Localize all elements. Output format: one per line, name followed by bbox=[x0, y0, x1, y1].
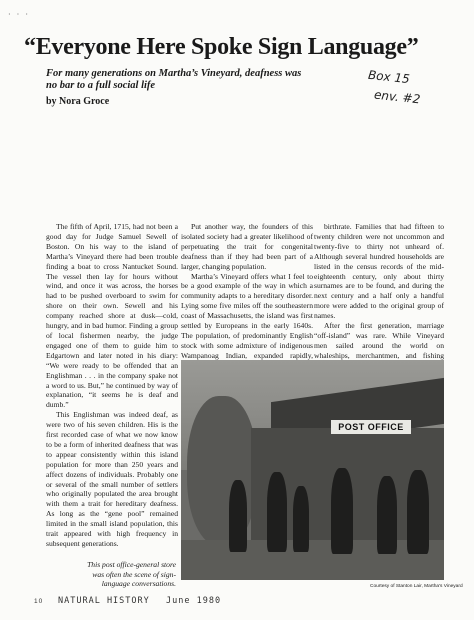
text-column-1 bbox=[46, 222, 178, 549]
handwritten-line-2: env. #2 bbox=[373, 87, 422, 107]
paragraph: This Englishman was indeed deaf, as were two of his seven children. His is the first recorded case of what we now know to be a form of inherited deafness that was to appear consistently within this island population for more than 250 years and affect dozens of individuals. Probably one or several of the small number of settlers who originally populated the area brought with them a trait for hereditary deafness. As long as the “gene pool” remained limited in the small island population, this trait appeared with high frequency in subsequent generations. bbox=[46, 410, 178, 548]
paragraph: After the first generation, marriage “off-island” was rare. While Vineyard men sailed around the world on whaleships, merchantmen, and fishing bbox=[314, 321, 444, 360]
handwritten-line-1: Box 15 bbox=[367, 67, 411, 87]
photo-ground bbox=[181, 540, 444, 580]
page-number: 10 bbox=[34, 598, 44, 605]
handwritten-note bbox=[368, 68, 458, 114]
issue-date: June 1980 bbox=[166, 596, 222, 606]
photo-credit: Courtesy of Stanton Lair, Martha’s Vineyard bbox=[370, 584, 463, 589]
paragraph: birthrate. Families that had fifteen to twenty children were not uncommon and twenty-five to thirty not unheard of. Although several hundred households are listed in the census records of the mid-eighteenth century, only about thirty surnames are to be found, and during the next century and a half only a handful more were added to the original group of names. bbox=[314, 222, 444, 321]
corner-mark: · · · bbox=[8, 10, 30, 19]
paragraph: Martha’s Vineyard offers what I feel to be a good example of the way in which a community adapts to a hereditary disorder. Lying some five miles off the southeastern coast of Massachusetts, the island was first settled by Europeans in the early 1640s. The population, of predominantly English stock with some admixture of indigenous Wampanoag Indian, expanded rapidly, bbox=[181, 271, 313, 360]
photo-figure bbox=[407, 470, 429, 554]
post-office-sign: POST OFFICE bbox=[331, 420, 411, 434]
paragraph: The fifth of April, 1715, had not been a good day for Judge Samuel Sewell of Boston. On his way to the island of Martha’s Vineyard there had been trouble finding a boat to cross Nantucket Sound. The vessel then lay for hours without wind, and once it was across, the horses had to be pushed overboard to swim for shore on their own. Sewell and his company reached shore at dusk—cold, hungry, and in bad humor. Finding a group of local fishermen nearby, the judge engaged one of them to guide him to Edgartown and later noted in his diary: “We were ready to be offended that an Englishman . . . in the company spake not a word to us. But,” he continued by way of explanation, “it seems he is deaf and dumb.” bbox=[46, 222, 178, 410]
paragraph: Put another way, the founders of this isolated society had a greater likelihood of perpetuating the trait for congenital deafness than if they had been part of a larger, changing population. bbox=[181, 222, 313, 271]
photo-caption: This post office-general store was often the scene of sign-language conversations. bbox=[87, 560, 176, 588]
photo-figure bbox=[331, 468, 353, 554]
byline: by Nora Groce bbox=[46, 96, 110, 107]
magazine-name: NATURAL HISTORY bbox=[58, 596, 150, 606]
photo-figure bbox=[267, 472, 287, 552]
post-office-photo bbox=[181, 360, 444, 580]
text-column-2 bbox=[181, 222, 313, 371]
photo-figure bbox=[293, 486, 309, 552]
article-title: “Everyone Here Spoke Sign Language” bbox=[24, 34, 419, 60]
text-column-3 bbox=[314, 222, 444, 381]
photo-figure bbox=[377, 476, 397, 554]
article-subtitle: For many generations on Martha’s Vineyard, deafness was no bar to a full social life bbox=[46, 68, 302, 91]
photo-figure bbox=[229, 480, 247, 552]
